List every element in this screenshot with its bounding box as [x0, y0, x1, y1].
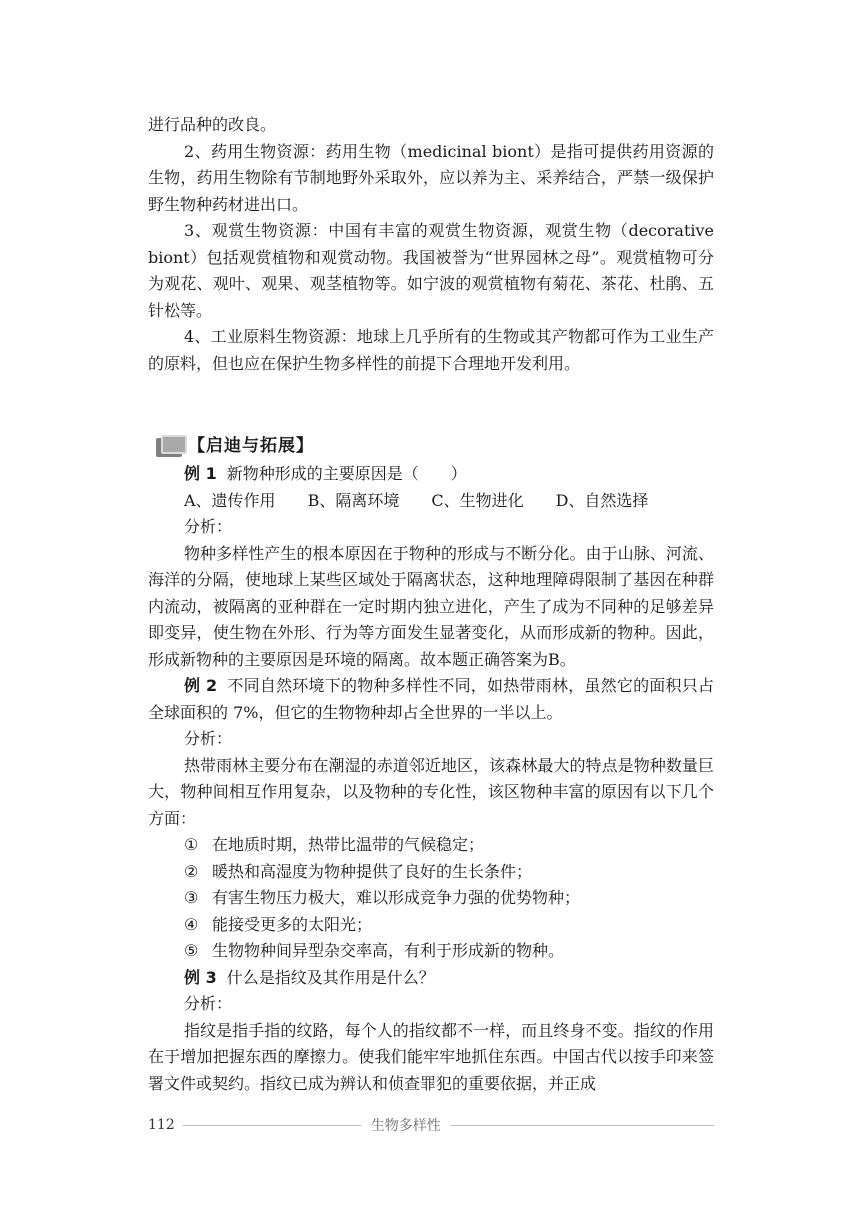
example-3-analysis-label: 分析：	[184, 994, 233, 1013]
option-a: A、遗传作用	[184, 490, 276, 510]
list-text: 能接受更多的太阳光；	[212, 914, 373, 934]
section-heading	[156, 431, 714, 461]
example-2-analysis-label: 分析：	[184, 729, 233, 748]
list-item	[148, 912, 714, 939]
example-3-analysis: 指纹是指手指的纹路，每个人的指纹都不一样，而且终身不变。指纹的作用在于增加把握东西的摩擦力。使我们能牢牢地抓住东西。中国古代以按手印来签署文件或契约。指纹已成为辨认和侦查罪犯的重要依据，并正成	[148, 1020, 714, 1093]
option-c: C、生物进化	[431, 490, 524, 510]
example-1-options	[148, 488, 714, 515]
page-body	[148, 112, 714, 1097]
list-item	[148, 938, 714, 965]
example-3-question	[148, 965, 714, 992]
list-text: 暖热和高湿度为物种提供了良好的生长条件；	[212, 861, 533, 881]
page-number: 112	[148, 1117, 175, 1133]
option-b: B、隔离环境	[307, 490, 400, 510]
footer-rule-right	[451, 1125, 714, 1126]
option-d: D、自然选择	[555, 490, 649, 510]
example-1-analysis-label: 分析：	[184, 517, 233, 536]
example-2-label: 例 2	[184, 676, 218, 695]
list-item	[148, 885, 714, 912]
list-item	[148, 832, 714, 859]
footer-rule-left	[183, 1125, 361, 1126]
example-2-text: 不同自然环境下的物种多样性不同，如热带雨林，虽然它的面积只占全球面积的 7%，但它的生物物种却占全世界的一半以上。	[148, 676, 714, 722]
example-3-label: 例 3	[184, 967, 217, 987]
page-footer	[148, 1114, 714, 1136]
list-text: 在地质时期，热带比温带的气候稳定；	[212, 835, 485, 854]
paragraph-ornamental: 3、观赏生物资源：中国有丰富的观赏生物资源，观赏生物（decorative biont）包括观赏植物和观赏动物。我国被誉为“世界园林之母”。观赏植物可分为观花、观叶、观果、观茎植物等。如宁波的观赏植物有菊花、茶花、杜鹃、五针松等。	[148, 221, 714, 320]
example-3-text: 什么是指纹及其作用是什么？	[226, 967, 435, 987]
section-title: 【启迪与拓展】	[188, 435, 314, 456]
book-icon	[156, 435, 186, 457]
list-item	[148, 859, 714, 886]
list-number: ③	[184, 888, 199, 907]
list-number: ②	[184, 861, 199, 881]
list-text: 有害生物压力极大，难以形成竞争力强的优势物种；	[212, 888, 581, 907]
paragraph-medicinal: 2、药用生物资源：药用生物（medicinal biont）是指可提供药用资源的生物，药用生物除有节制地野外采取外，应以养为主、采养结合，严禁一级保护野生物种药材进出口。	[148, 141, 714, 214]
example-1-analysis: 物种多样性产生的根本原因在于物种的形成与不断分化。由于山脉、河流、海洋的分隔，使地球上某些区域处于隔离状态，这种地理障碍限制了基因在种群内流动，被隔离的亚种群在一定时期内独立进化，产生了成为不同种的足够差异即变异，使生物在外形、行为等方面发生显著变化，从而形成新的物种。因此，形成新物种的主要原因是环境的隔离。故本题正确答案为B。	[148, 543, 714, 669]
example-1-label: 例 1	[184, 464, 217, 483]
example-1-question	[148, 461, 714, 488]
footer-title: 生物多样性	[370, 1118, 441, 1134]
list-number: ④	[184, 914, 199, 934]
paragraph-industrial: 4、工业原料生物资源：地球上几乎所有的生物或其产物都可作为工业生产的原料，但也应在保护生物多样性的前提下合理地开发利用。	[148, 327, 714, 373]
example-1-text: 新物种形成的主要原因是（ ）	[226, 464, 467, 483]
list-number: ⑤	[184, 941, 199, 960]
section-spacer	[148, 377, 714, 431]
example-2-analysis: 热带雨林主要分布在潮湿的赤道邻近地区，该森林最大的特点是物种数量巨大，物种间相互作用复杂，以及物种的专化性，该区物种丰富的原因有以下几个方面：	[148, 755, 714, 828]
list-number: ①	[184, 835, 199, 854]
list-text: 生物物种间异型杂交率高，有利于形成新的物种。	[212, 941, 565, 960]
paragraph-continuation: 进行品种的改良。	[148, 115, 277, 134]
example-2-question	[148, 673, 714, 726]
